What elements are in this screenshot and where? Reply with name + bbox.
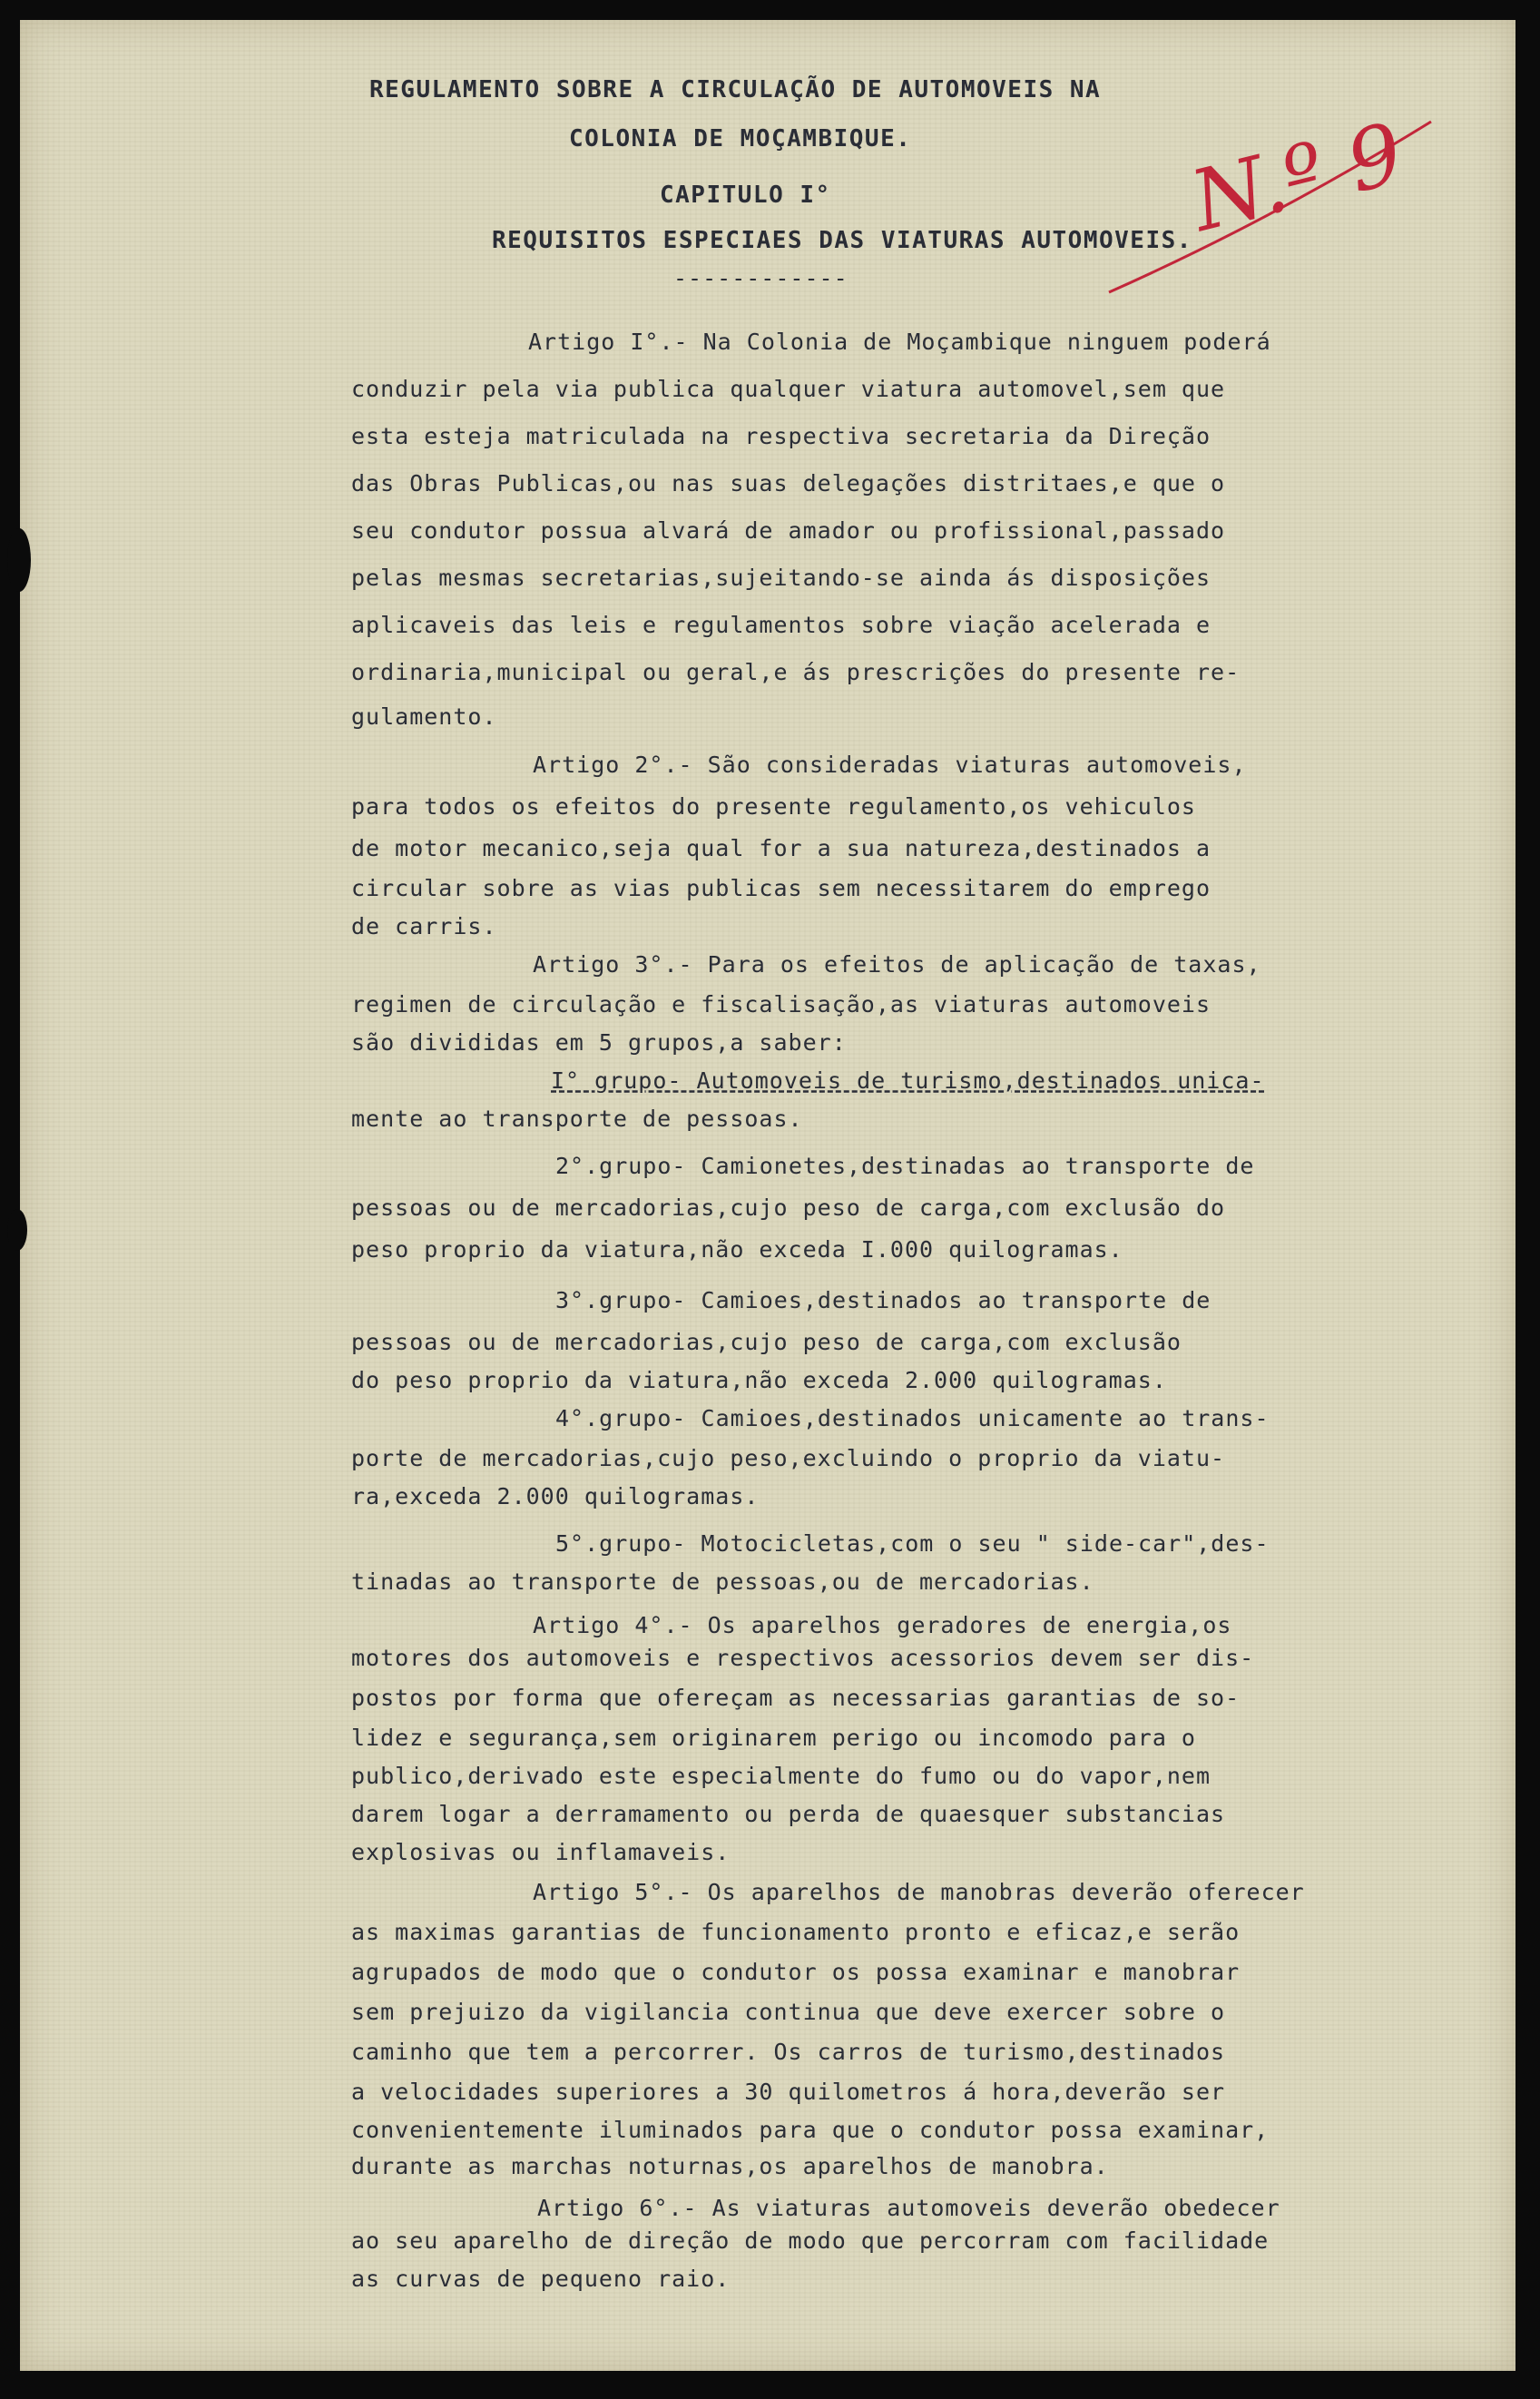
article-4-line: postos por forma que ofereçam as necessarias garantias de so-	[351, 1685, 1241, 1711]
group-1-line: I° grupo- Automoveis de turismo,destinados unica-	[551, 1067, 1265, 1094]
article-1-line: ordinaria,municipal ou geral,e ás prescrições do presente re-	[351, 659, 1241, 685]
article-3-line: regimen de circulação e fiscalisação,as viaturas automoveis	[351, 991, 1211, 1018]
article-1-line: das Obras Publicas,ou nas suas delegações distritaes,e que o	[351, 470, 1226, 497]
article-1-line: aplicaveis das leis e regulamentos sobre viação acelerada e	[351, 612, 1211, 638]
group-1-line: mente ao transporte de pessoas.	[351, 1106, 803, 1132]
article-4-line: explosivas ou inflamaveis.	[351, 1839, 731, 1865]
article-5-line: as maximas garantias de funcionamento pronto e eficaz,e serão	[351, 1919, 1241, 1945]
article-5-line: a velocidades superiores a 30 quilometros á hora,deverão ser	[351, 2079, 1226, 2105]
article-5-line: convenientemente iluminados para que o condutor possa examinar,	[351, 2117, 1270, 2143]
group-2-line: pessoas ou de mercadorias,cujo peso de carga,com exclusão do	[351, 1195, 1226, 1221]
article-3-line: são divididas em 5 grupos,a saber:	[351, 1029, 847, 1056]
article-6-line: Artigo 6°.- As viaturas automoveis deverão obedecer	[537, 2195, 1280, 2221]
article-4-line: Artigo 4°.- Os aparelhos geradores de energia,os	[533, 1612, 1232, 1638]
article-2-line: circular sobre as vias publicas sem necessitarem do emprego	[351, 875, 1211, 901]
article-1-line: seu condutor possua alvará de amador ou profissional,passado	[351, 517, 1226, 544]
article-5-line: durante as marchas noturnas,os aparelhos de manobra.	[351, 2153, 1109, 2179]
article-2-line: para todos os efeitos do presente regulamento,os vehiculos	[351, 793, 1196, 820]
article-1-line: Artigo I°.- Na Colonia de Moçambique ninguem poderá	[528, 329, 1271, 355]
article-2-line: Artigo 2°.- São consideradas viaturas automoveis,	[533, 752, 1247, 778]
document-text	[20, 20, 1515, 2371]
article-5-line: caminho que tem a percorrer. Os carros de turismo,destinados	[351, 2039, 1226, 2065]
article-6-line: ao seu aparelho de direção de modo que percorram com facilidade	[351, 2227, 1270, 2254]
article-4-line: publico,derivado este especialmente do fumo ou do vapor,nem	[351, 1763, 1211, 1789]
separator-line: ------------	[673, 265, 848, 291]
article-6-line: as curvas de pequeno raio.	[351, 2266, 731, 2292]
handwritten-document-number: N.º 9	[1182, 104, 1413, 251]
group-4-line: porte de mercadorias,cujo peso,excluindo o proprio da viatu-	[351, 1445, 1226, 1471]
group-3-line: pessoas ou de mercadorias,cujo peso de carga,com exclusão	[351, 1329, 1182, 1355]
article-2-line: de motor mecanico,seja qual for a sua natureza,destinados a	[351, 835, 1211, 861]
group-5-line: tinadas ao transporte de pessoas,ou de mercadorias.	[351, 1568, 1094, 1595]
article-5-line: sem prejuizo da vigilancia continua que deve exercer sobre o	[351, 1999, 1226, 2025]
article-4-line: motores dos automoveis e respectivos acessorios devem ser dis-	[351, 1645, 1255, 1671]
article-1-line: gulamento.	[351, 703, 497, 730]
group-2-line: peso proprio da viatura,não exceda I.000 quilogramas.	[351, 1236, 1123, 1263]
article-4-line: lidez e segurança,sem originarem perigo ou incomodo para o	[351, 1725, 1196, 1751]
document-page	[20, 20, 1515, 2371]
group-3-line: 3°.grupo- Camioes,destinados ao transporte de	[555, 1287, 1211, 1313]
document-title-line-2: COLONIA DE MOÇAMBIQUE.	[569, 125, 912, 152]
document-title-line-1: REGULAMENTO SOBRE A CIRCULAÇÃO DE AUTOMOVEIS NA	[369, 76, 1102, 103]
article-3-line: Artigo 3°.- Para os efeitos de aplicação de taxas,	[533, 951, 1261, 978]
article-1-line: pelas mesmas secretarias,sujeitando-se ainda ás disposições	[351, 565, 1211, 591]
group-4-line: 4°.grupo- Camioes,destinados unicamente ao trans-	[555, 1405, 1270, 1431]
article-1-line: esta esteja matriculada na respectiva secretaria da Direção	[351, 423, 1211, 449]
article-4-line: darem logar a derramamento ou perda de quaesquer substancias	[351, 1801, 1226, 1827]
article-5-line: agrupados de modo que o condutor os possa examinar e manobrar	[351, 1959, 1241, 1985]
chapter-subtitle: REQUISITOS ESPECIAES DAS VIATURAS AUTOMOVEIS.	[492, 227, 1192, 254]
group-2-line: 2°.grupo- Camionetes,destinadas ao transporte de	[555, 1153, 1255, 1179]
group-3-line: do peso proprio da viatura,não exceda 2.000 quilogramas.	[351, 1367, 1167, 1393]
chapter-heading: CAPITULO I°	[660, 182, 831, 209]
group-5-line: 5°.grupo- Motocicletas,com o seu " side-car",des-	[555, 1530, 1270, 1557]
article-5-line: Artigo 5°.- Os aparelhos de manobras deverão oferecer	[533, 1879, 1305, 1905]
group-4-line: ra,exceda 2.000 quilogramas.	[351, 1483, 760, 1509]
article-2-line: de carris.	[351, 913, 497, 939]
article-1-line: conduzir pela via publica qualquer viatura automovel,sem que	[351, 376, 1226, 402]
